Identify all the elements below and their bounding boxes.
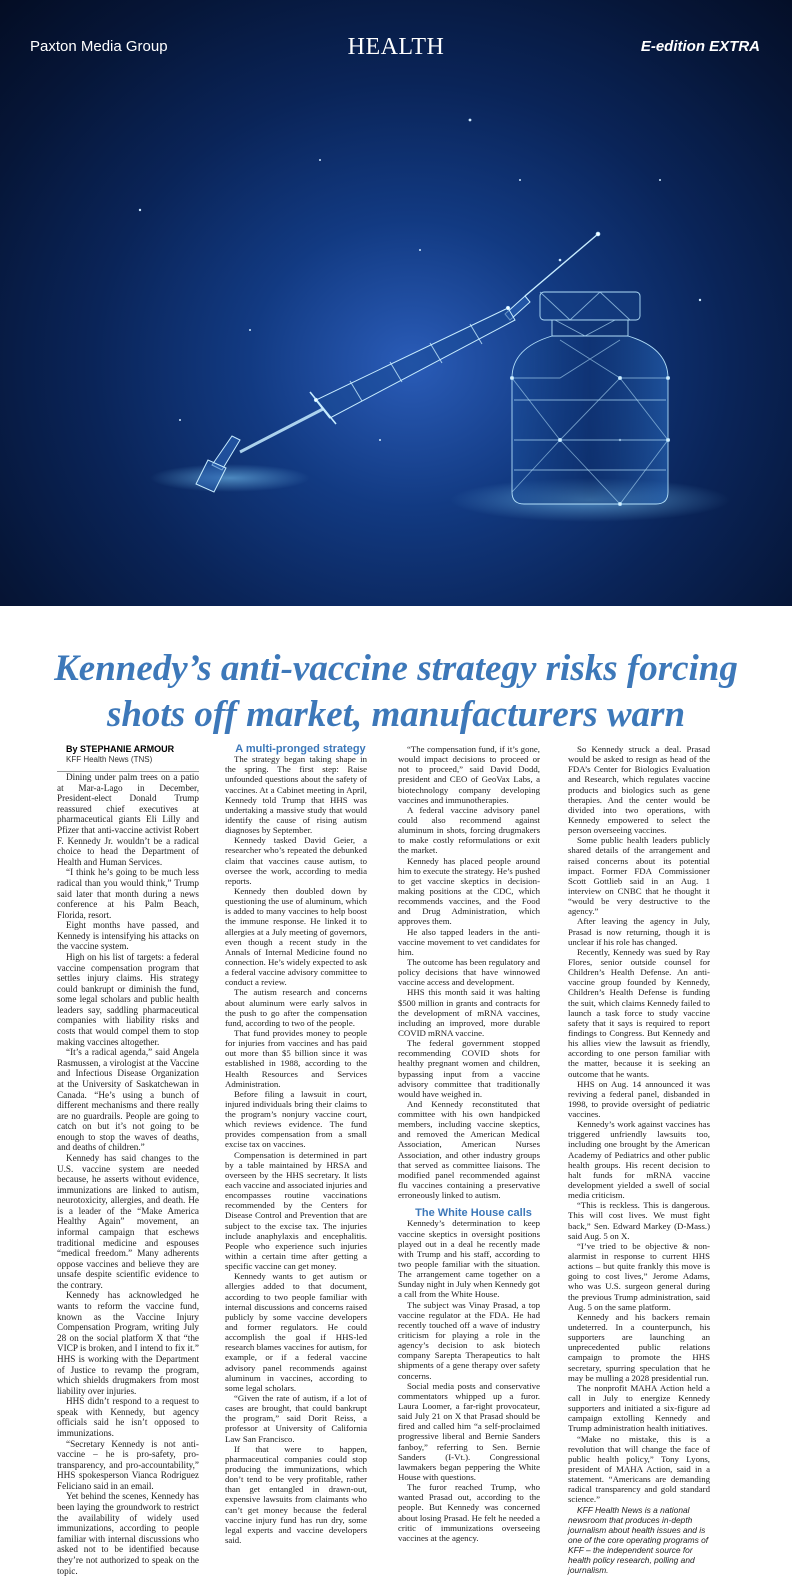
article-paragraph: Kennedy’s work against vaccines has triggered unfriendly lawsuits too, including one brought by the American Academy of Pediatrics and other public health groups. His recent decision to halt funds for mRNA vaccine development yielded a swell of social media criticism. [568, 1119, 710, 1201]
article-paragraph: Kennedy has acknowledged he wants to reform the vaccine fund, known as the Vaccine Injury Compensation Program, writing July 28 on the social platform X that “the VICP is broken, and I intend to fix it.” HHS is working with the Department of Justice to revamp the program, which shields drugmakers from most liability over injuries. [57, 1290, 199, 1396]
masthead [0, 0, 792, 60]
article-credit: KFF Health News is a national newsroom that produces in-depth journalism about health issues and is one of the core operating programs of KFF – the independent source for health policy research, polling and journalism. [568, 1504, 709, 1575]
article-paragraph: A federal vaccine advisory panel could also recommend against aluminum in shots, forcing drugmakers to make costly reformulations or exit the market. [398, 804, 540, 856]
article-paragraph: The outcome has been regulatory and policy decisions that have winnowed vaccine access and development. [398, 956, 540, 988]
article-paragraph: HHS on Aug. 14 announced it was reviving a federal panel, disbanded in 1998, to provide oversight of pediatric vaccines. [568, 1078, 710, 1120]
article-paragraph: So Kennedy struck a deal. Prasad would be asked to resign as head of the FDA’s Center for Biologics Evaluation and Research, which regulates vaccine products and biologics such as gene therapies. And the center would be divided into two operations, with Kennedy empowered to select the person overseeing vaccines. [568, 744, 710, 836]
article-paragraph: “The compensation fund, if it’s gone, would impact decisions to proceed or not to proceed,” said David Dodd, president and CEO of GeoVax Labs, a biotechnology company developing vaccines and immunotherapies. [398, 744, 540, 805]
article-paragraph: Kennedy then doubled down by questioning the use of aluminum, which is added to many vaccines to help boost the immune response. He linked it to allergies at a July meeting of governors, even though a recent study in the Annals of Internal Medicine found no connection. He’s widely expected to ask a federal vaccine advisory committee to conduct a review. [225, 885, 367, 988]
section-title: HEALTH [347, 34, 445, 60]
article-paragraph: HHS didn’t respond to a request to speak with Kennedy, but agency officials said he isn’t opposed to immunizations. [57, 1396, 199, 1438]
article-paragraph: Before filing a lawsuit in court, injured individuals bring their claims to the program’s nonjury vaccine court, which reviews evidence. The fund provides compensation from a small excise tax on vaccines. [225, 1088, 367, 1150]
article-paragraph: The subject was Vinay Prasad, a top vaccine regulator at the FDA. He had recently touched off a wave of industry criticism for playing a role in the agency’s decision to ask biotech company Sarepta Therapeutics to halt shipments of a gene therapy over safety concerns. [398, 1299, 540, 1381]
article-paragraph: If that were to happen, pharmaceutical companies could stop producing the immunizations, which don’t tend to be very profitable, rather than get entangled in drawn-out, expensive lawsuits from claimants who can’t get money because the federal vaccine injury fund has run dry, some legal experts and vaccine developers said. [225, 1443, 367, 1545]
column-2 [225, 744, 367, 1545]
article-paragraph: Kennedy and his backers remain undeterred. In a counterpunch, his supporters are launching an unprecedented public relations campaign to promote the HHS secretary, spurring speculation that he may be mulling a 2028 presidential run. [568, 1311, 710, 1383]
article-paragraph: The federal government stopped recommending COVID shots for healthy pregnant women and children, bypassing input from a vaccine advisory committee that traditionally would have weighed in. [398, 1038, 540, 1099]
article-paragraph: The furor reached Trump, who wanted Prasad out, according to the people. But Kennedy was concerned about losing Prasad. He felt he needed a critic of immunizations overseeing vaccines at the agency. [398, 1482, 540, 1543]
subhead-multi-pronged: A multi-pronged strategy [235, 743, 366, 755]
article-paragraph: He also tapped leaders in the anti-vaccine movement to vet candidates for him. [398, 926, 540, 957]
article-paragraph: And Kennedy reconstituted that committee with his own handpicked members, including vaccine skeptics, and removed the American Medical Association, American Nurses Association, and other industry groups that served as committee liaisons. The modified panel recommended against flu vaccines containing a preservative erroneously linked to autism. [398, 1098, 540, 1201]
article-paragraph: “Make no mistake, this is a revolution that will change the face of public health policy,” Tony Lyons, president of MAHA Action, said in a statement. “Americans are demanding radical transparency and gold standard science.” [568, 1433, 710, 1505]
column-4 [568, 744, 710, 1575]
article-paragraph: The nonprofit MAHA Action held a call in July to energize Kennedy supporters and initiated a six-figure ad campaign extolling Kennedy and Trump administration health initiatives. [568, 1382, 710, 1434]
article-paragraph: High on his list of targets: a federal vaccine compensation program that settles injury claims. His strategy could bankrupt or diminish the fund, some legal scholars and public health leaders say, saddling pharmaceutical companies with liability risks and costs that would compel them to stop making vaccines altogether. [57, 951, 199, 1047]
article-paragraph: Dining under palm trees on a patio at Mar-a-Lago in December, President-elect Donald Trump reassured chief executives at pharmaceutical giants Eli Lilly and Pfizer that anti-vaccine activist Robert F. Kennedy Jr. wouldn’t be a radical choice to head the Department of Health and Human Services. [57, 772, 199, 867]
plunger [240, 409, 323, 452]
article-paragraph: HHS this month said it was halting $500 million in grants and contracts for the development of mRNA vaccines, including an improved, more durable COVID mRNA vaccine. [398, 987, 540, 1038]
needle [525, 234, 598, 296]
article-paragraph: “Given the rate of autism, if a lot of cases are brought, that could bankrupt the program,” said Dorit Reiss, a professor at University of California Law San Francisco. [225, 1393, 367, 1444]
article-paragraph: Kennedy tasked David Geier, a researcher who’s repeated the debunked claim that vaccines cause autism, to oversee the work, according to media reports. [225, 835, 367, 886]
syringe-vial-illustration [0, 0, 792, 606]
article-paragraph: Recently, Kennedy was sued by Ray Flores, senior outside counsel for Children’s Health Defense. An anti-vaccine group founded by Kennedy, Children’s Health Defense is funding the suit, which claims Kennedy failed to launch a task force to study vaccine safety that it says is required to report findings to Congress. But Kennedy and his allies view the lawsuit as friendly, according to one person familiar with the matter, because it is seeking an outcome that he wants. [568, 946, 710, 1079]
column-1 [57, 744, 199, 1576]
article-paragraph: “Secretary Kennedy is not anti-vaccine – he is pro-safety, pro-transparency, and pro-accountability,” HHS spokesperson Vianca Rodriguez Feliciano said in an email. [57, 1438, 199, 1491]
article-paragraph: Social media posts and conservative commentators whipped up a furor. Laura Loomer, a far-right provocateur, said July 21 on X that Prasad should be fired and called him “a self-proclaimed progressive liberal and Bernie Sanders fanboy,” referring to Sen. Bernie Sanders (I-Vt.). Congressional lawmakers began peppering the White House with questions. [398, 1380, 540, 1482]
vial [510, 292, 669, 506]
article-paragraph: “It’s a radical agenda,” said Angela Rasmussen, a virologist at the Vaccine and Infectious Disease Organization at the University of Saskatchewan in Canada. “He’s using a bunch of different mechanisms and there really are no guardrails. People are going to catch on but it’s not going to be enough to stop the waves of deaths, and deaths of children.” [57, 1047, 199, 1153]
article-paragraph: Some public health leaders publicly shared details of the arrangement and raised concerns about its potential impact. Former FDA Commissioner Scott Gottlieb said in an Aug. 1 interview on CNBC that he thought it “would be very destructive to the agency.” [568, 835, 710, 917]
article-paragraph: “I’ve tried to be objective & non-alarmist in response to current HHS actions – but quite frankly this move is going to cost lives,” Jerome Adams, who was U.S. surgeon general during the previous Trump administration, said Aug. 5 on the same platform. [568, 1240, 710, 1312]
article-paragraph: Eight months have passed, and Kennedy is intensifying his attacks on the vaccine system. [57, 920, 199, 952]
column-3 [398, 744, 540, 1543]
article-paragraph: After leaving the agency in July, Prasad is now returning, though it is unclear if his role has changed. [568, 916, 710, 947]
article-headline: Kennedy’s anti-vaccine strategy risks forcing shots off market, manufacturers warn [54, 648, 738, 735]
barrel [316, 308, 515, 418]
article-paragraph: Compensation is determined in part by a table maintained by HRSA and overseen by the HHS secretary. It lists each vaccine and associated injuries and encompasses routine vaccinations recommended by the Centers for Disease Control and Prevention that are subject to the excise tax. The injuries include anaphylaxis and encephalitis. People who experience such injuries within a certain time after getting a specific vaccine can get money. [225, 1149, 367, 1272]
floor-glow-left [150, 464, 310, 492]
article-paragraph: Kennedy wants to get autism or allergies added to that document, according to two people familiar with internal discussions and concerns raised publicly by some vaccine developers and former regulators. He could accomplish the goal if HHS-led research blames vaccines for autism, for example, or if a federal vaccine advisory panel recommends against aluminum in vaccines, according to some legal scholars. [225, 1271, 367, 1393]
article-paragraph: Yet behind the scenes, Kennedy has been laying the groundwork to restrict the availability of widely used immunizations, according to people familiar with internal discussions who asked not to be identified because they’re not authorized to speak on the topic. [57, 1491, 199, 1576]
publisher-name: Paxton Media Group [30, 38, 168, 55]
article-paragraph: “This is reckless. This is dangerous. This will cost lives. We must fight back,” Sen. Edward Markey (D-Mass.) said Aug. 5 on X. [568, 1200, 710, 1241]
article-paragraph: The autism research and concerns about aluminum were early salvos in the push to go after the compensation fund, according to two of the people. [225, 987, 367, 1028]
hero-image [0, 0, 792, 606]
article-paragraph: Kennedy’s determination to keep vaccine skeptics in oversight positions played out in a deal he recently made with Trump and his staff, according to two people familiar with the situation. The arrangement came together on a Sunday night in July when Kennedy got a call from the White House. [398, 1218, 540, 1300]
article-paragraph: “I think he’s going to be much less radical than you would think,” Trump said later that month during a news conference at his Palm Beach, Florida, resort. [57, 867, 199, 920]
byline-organization: KFF Health News (TNS) [57, 755, 199, 773]
article-paragraph: The strategy began taking shape in the spring. The first step: Raise unfounded questions about the safety of vaccines. At a Cabinet meeting in April, Kennedy told Trump that HHS was undertaking a massive study that would identify the cause of rising autism diagnoses by September. [225, 754, 367, 836]
subhead-white-house-calls: The White House calls [415, 1207, 532, 1220]
article-paragraph: That fund provides money to people for injuries from vaccines and has paid out more than $5 billion since it was established in 1988, according to the Health Resources and Services Administration. [225, 1027, 367, 1089]
article-paragraph: Kennedy has said changes to the U.S. vaccine system are needed because, he asserts without evidence, immunizations are linked to autism, neurotoxicity, allergies, and death. He is a leader of the “Make America Healthy Again” movement, an informal campaign that eschews traditional medicine and espouses “medical freedom.” Many adherents oppose vaccines and believe they are unsafe despite scientific evidence to the contrary. [57, 1152, 199, 1290]
byline: By STEPHANIE ARMOUR [66, 744, 175, 754]
edition-label: E-edition EXTRA [640, 38, 760, 55]
article-paragraph: Kennedy has placed people around him to execute the strategy. He’s pushed to get vaccine skeptics in decision-making positions at the CDC, which recommends vaccines, and the Food and Drug Administration, which approves them. [398, 855, 540, 927]
